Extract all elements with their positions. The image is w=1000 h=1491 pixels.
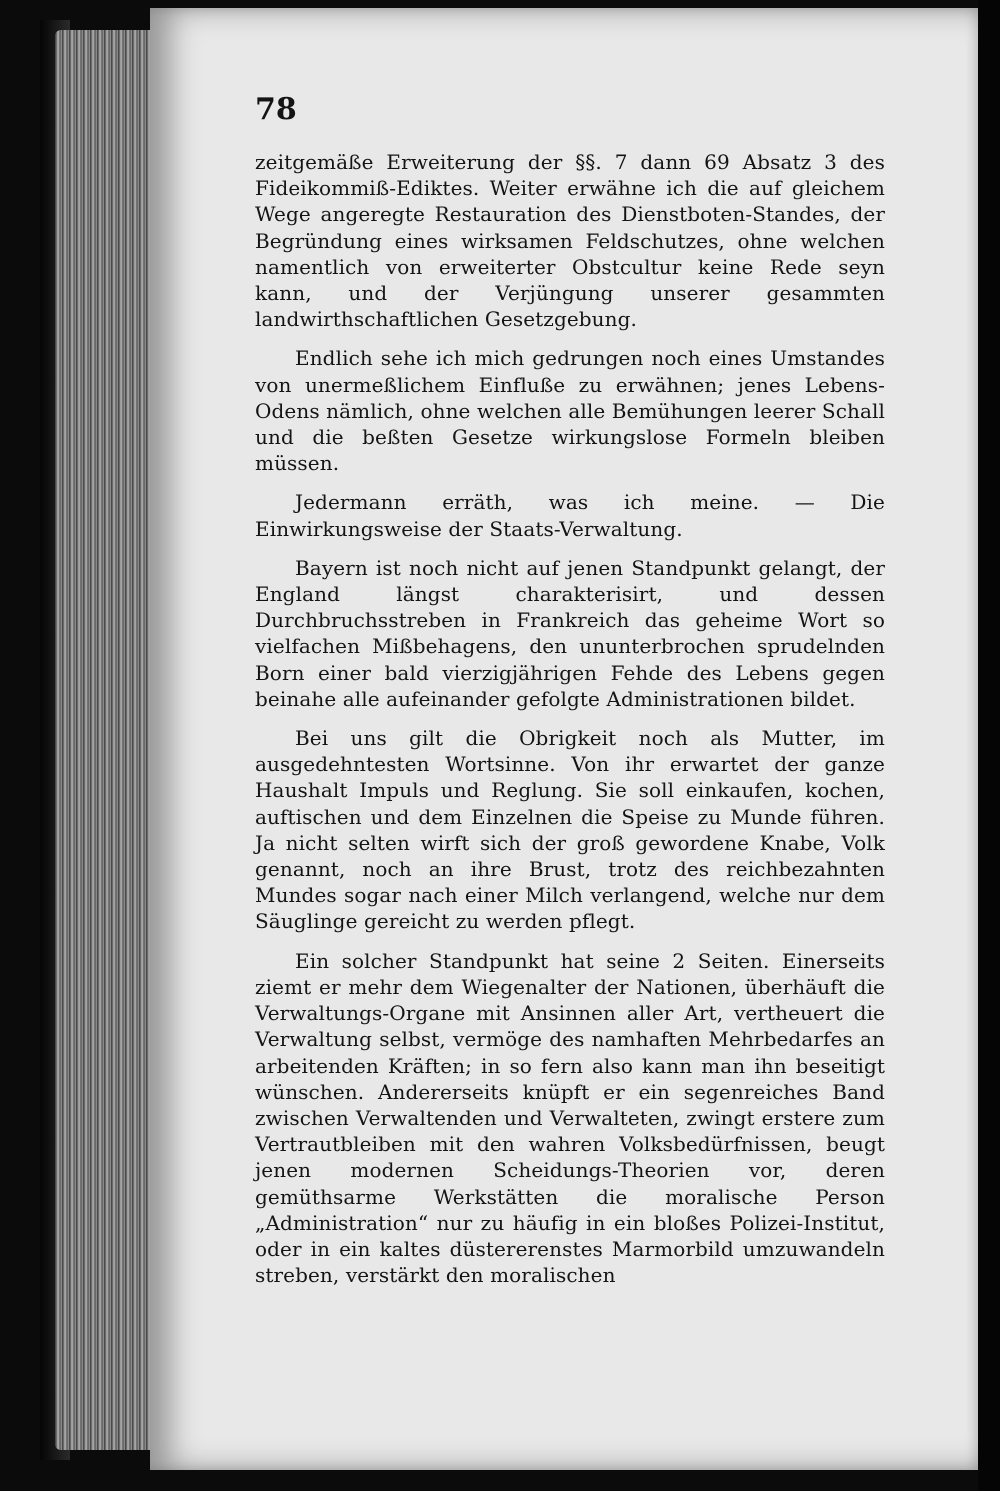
paragraph-6: Ein solcher Standpunkt hat seine 2 Seiten. Einerseits ziemt er mehr dem Wiegenalter der Nationen, überhäuft die Verwaltungs-Organe mit Ansinnen aller Art, vertheuert die Verwaltung selbst, vermöge des namhaften Mehrbedarfes an arbeitenden Kräften; in so fern also kann man ihn beseitigt wünschen. Andererseits knüpft er ein segenreiches Band zwischen Verwaltenden und Verwalteten, zwingt erstere zum Vertrautbleiben mit den wahren Volksbedürfnissen, beugt jenen modernen Scheidungs-Theorien vor, deren gemüthsarme Werkstätten die moralische Person „Administration“ nur zu häufig in ein bloßes Polizei-Institut, oder in ein kaltes düstererenstes Marmorbild umzuwandeln streben, verstärkt den moralischen [255,948,885,1288]
paragraph-3: Jedermann erräth, was ich meine. — Die Einwirkungsweise der Staats-Verwaltung. [255,490,885,541]
page-text-block [255,92,885,1301]
paragraph-2: Endlich sehe ich mich gedrungen noch eines Umstandes von unermeßlichem Einfluße zu erwähnen; jenes Lebens-Odens nämlich, ohne welchen alle Bemühungen leerer Schall und die beßten Gesetze wirkungslose Formeln bleiben müssen. [255,346,885,476]
paragraph-4: Bayern ist noch nicht auf jenen Standpunkt gelangt, der England längst charakterisirt, und dessen Durchbruchsstreben in Frankreich das geheime Wort so vielfachen Mißbehagens, den ununterbrochen sprudelnden Born einer bald vierzigjährigen Fehde des Lebens gegen beinahe alle aufeinander gefolgte Administrationen bildet. [255,555,885,711]
paragraph-1: zeitgemäße Erweiterung der §§. 7 dann 69 Absatz 3 des Fideikommiß-Ediktes. Weiter erwähne ich die auf gleichem Wege angeregte Restauration des Dienstboten-Standes, der Begründung eines wirksamen Feldschutzes, ohne welchen namentlich von erweiterter Obstcultur keine Rede seyn kann, und der Verjüngung unserer gesammten landwirthschaftlichen Gesetzgebung. [255,150,885,332]
page-number: 78 [255,92,297,127]
scan-border [978,0,1000,1491]
paragraph-5: Bei uns gilt die Obrigkeit noch als Mutter, im ausgedehntesten Wortsinne. Von ihr erwartet der ganze Haushalt Impuls und Reglung. Sie soll einkaufen, kochen, auftischen und dem Einzelnen die Speise zu Munde führen. Ja nicht selten wirft sich der groß gewordene Knabe, Volk genannt, noch an ihre Brust, trotz des reichbezahnten Mundes sogar nach einer Milch verlangend, welche nur dem Säuglinge gereicht zu werden pflegt. [255,726,885,934]
stacked-page-edges [55,30,165,1450]
